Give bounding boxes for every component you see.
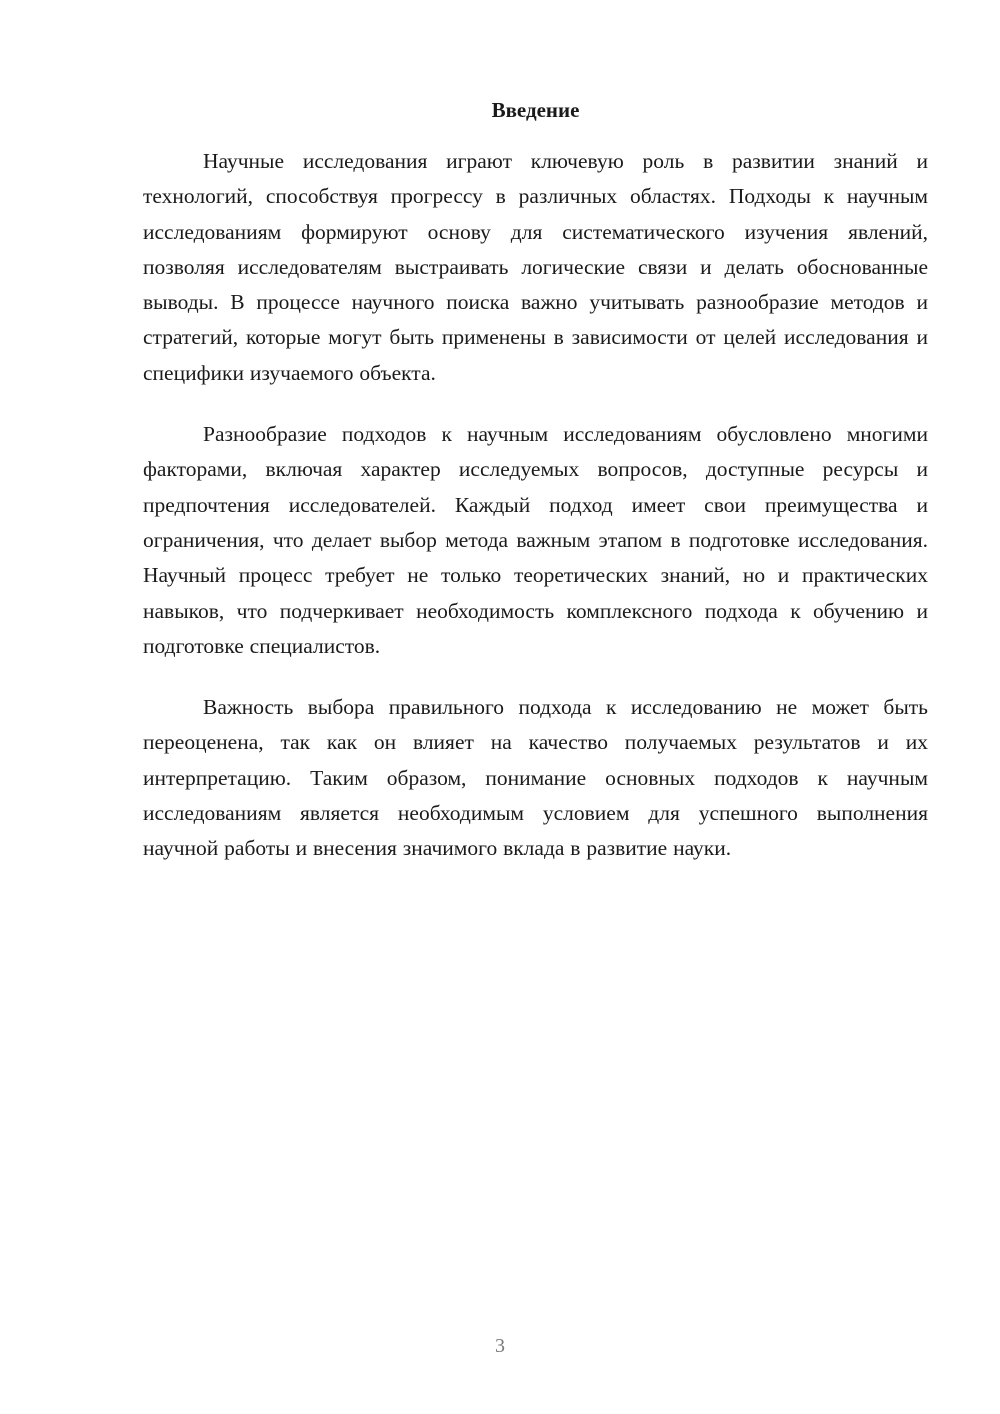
page-content bbox=[143, 92, 928, 893]
paragraph-3: Важность выбора правильного подхода к исследованию не может быть переоценена, так как он влияет на качество получаемых результатов и их интерпретацию. Таким образом, понимание основных подходов к научным исследованиям является необходимым условием для успешного выполнения научной работы и внесения значимого вклада в развитие науки. bbox=[143, 695, 928, 861]
page-number: 3 bbox=[495, 1335, 505, 1357]
paragraph-1: Научные исследования играют ключевую роль в развитии знаний и технологий, способствуя прогрессу в различных областях. Подходы к научным исследованиям формируют основу для систематического изучения явлений, позволяя исследователям выстраивать логические связи и делать обоснованные выводы. В процессе научного поиска важно учитывать разнообразие методов и стратегий, которые могут быть применены в зависимости от целей исследования и специфики изучаемого объекта. bbox=[143, 149, 928, 385]
section-title: Введение bbox=[491, 98, 580, 122]
paragraph-2: Разнообразие подходов к научным исследованиям обусловлено многими факторами, включая характер исследуемых вопросов, доступные ресурсы и предпочтения исследователей. Каждый подход имеет свои преимущества и ограничения, что делает выбор метода важным этапом в подготовке исследования. Научный процесс требует не только теоретических знаний, но и практических навыков, что подчеркивает необходимость комплексного подхода к обучению и подготовке специалистов. bbox=[143, 422, 928, 658]
